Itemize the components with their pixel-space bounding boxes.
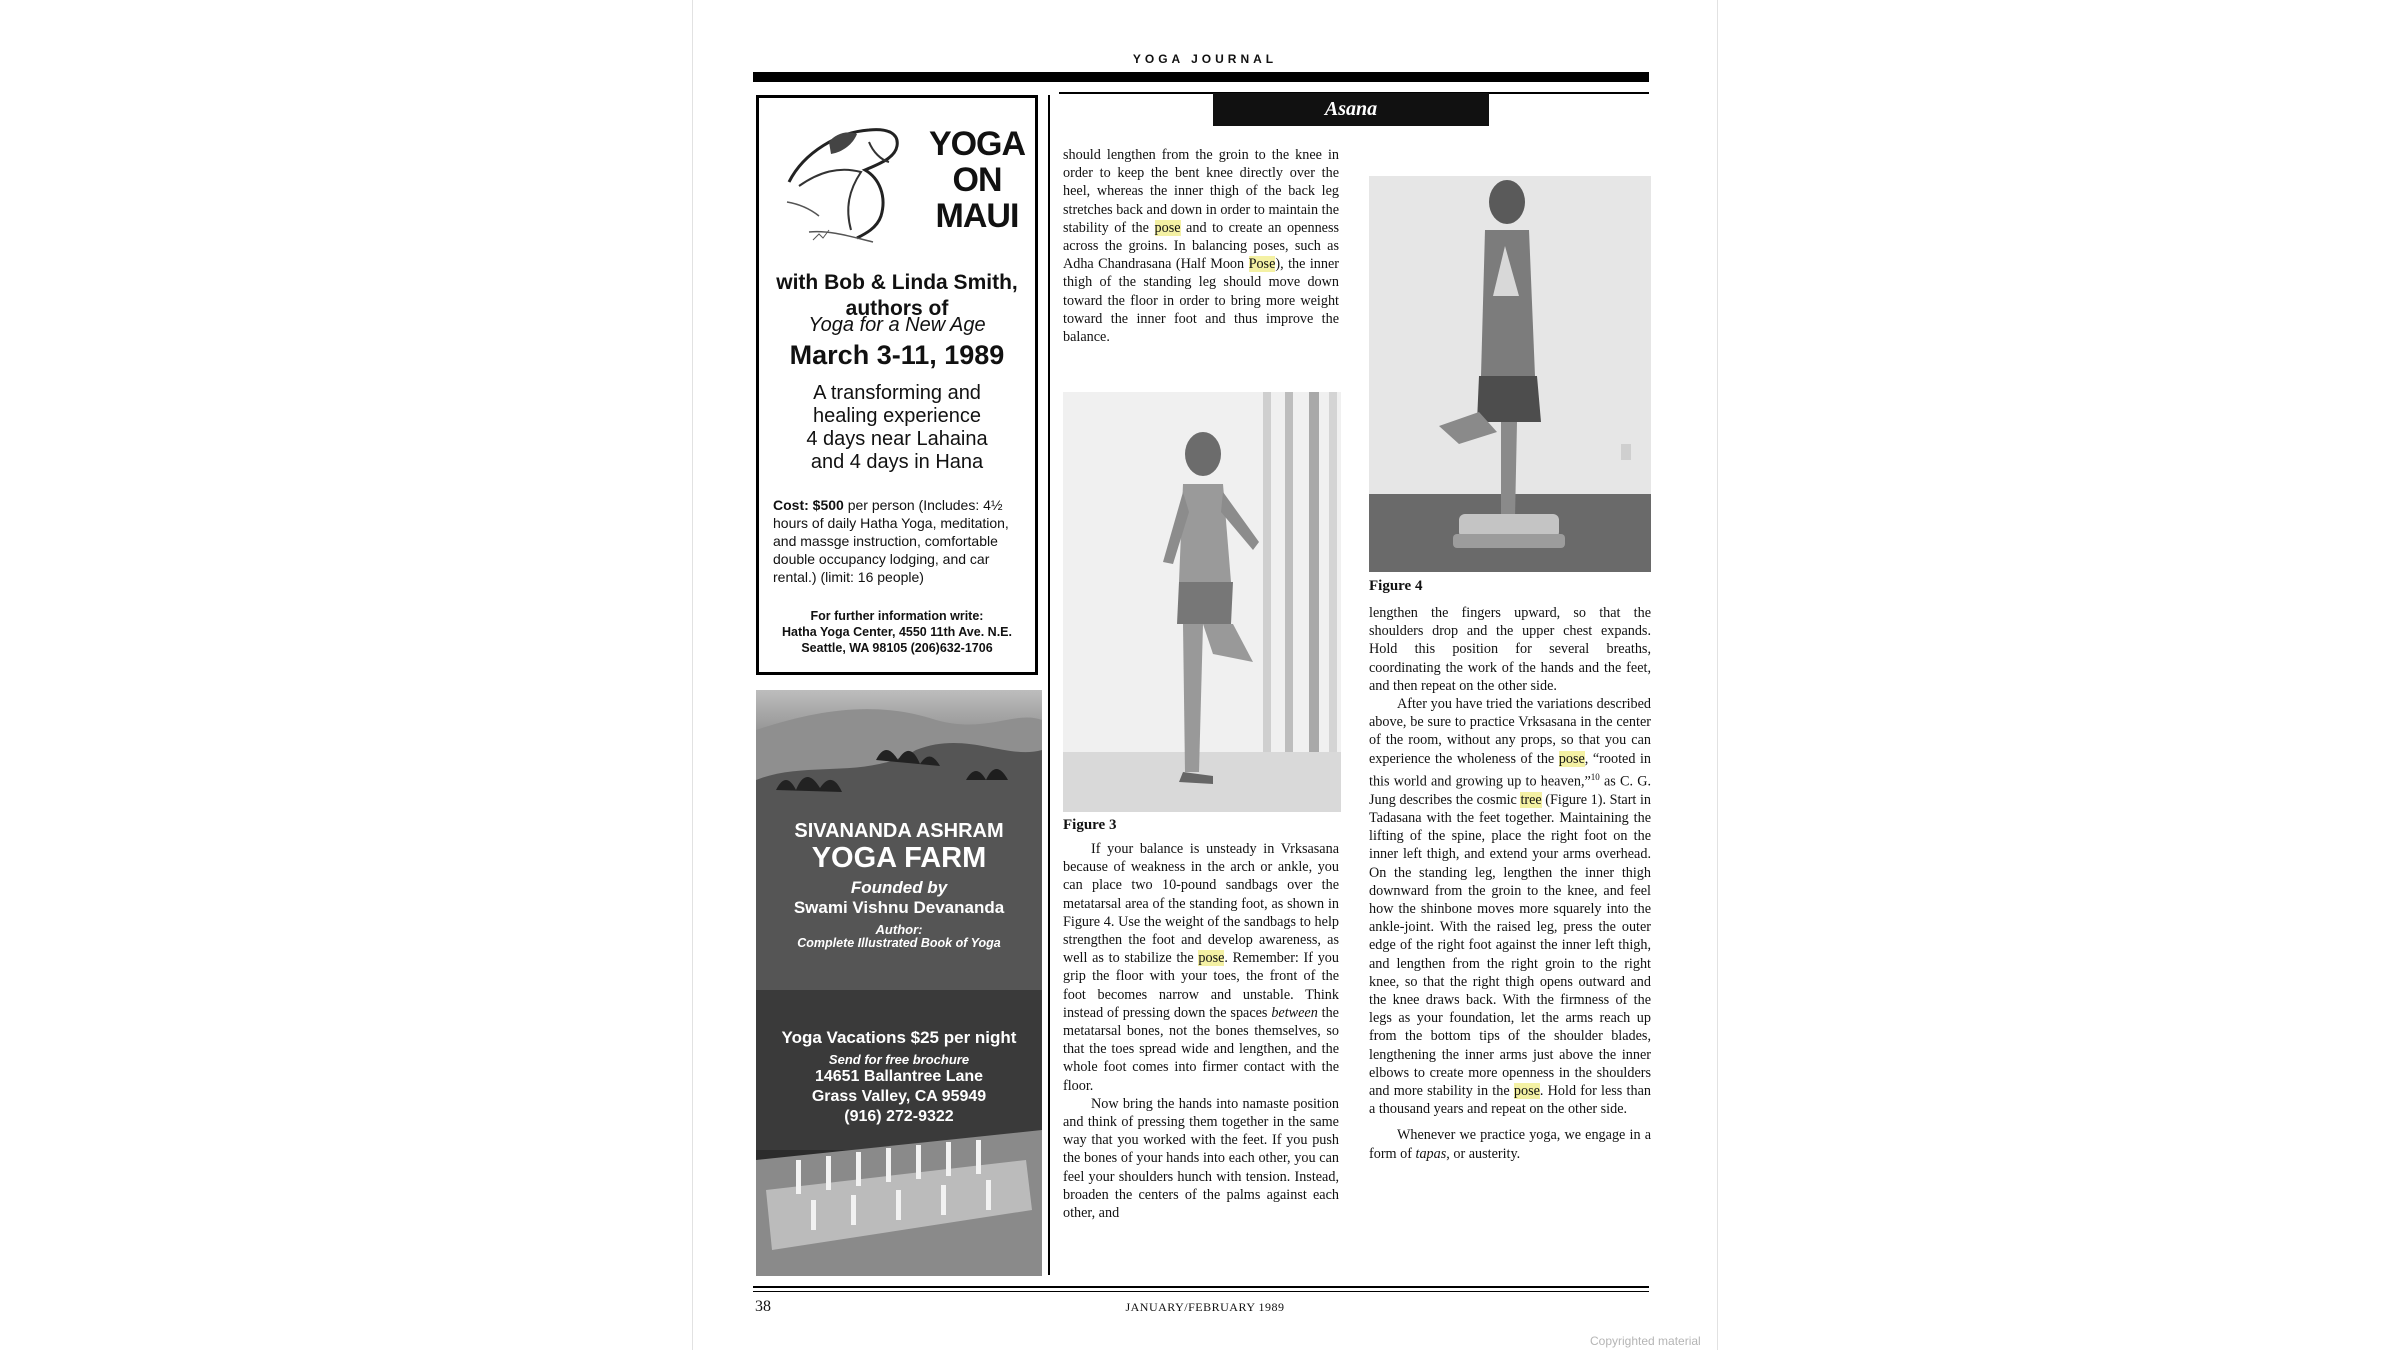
text-run: (Figure 1). Start in Tadasana with the feet together. Maintaining the lifting of the spine, place the right foot on the inner left thigh, and extend your arms overhead. On the standing leg, lengthen the inner thigh downward from the groin to the knee, and feel how the shinbone moves more squarely into the ankle-joint. With the raised leg, press the outer edge of the right foot against the inner left thigh, and lengthen from the right groin to the right knee, so that the right thigh opens outward and the knee draws back. With the firmness of the legs as your foundation, let the arms reach up from the bottom tips of the shoulder blades, lengthening the inner arms just above the inner elbows to create more openness in the shoulders and more stability in the <box>1369 791 1651 1100</box>
maui-title-line: YOGA <box>928 125 1026 163</box>
maui-info-line: Hatha Yoga Center, 4550 11th Ave. N.E. <box>782 625 1012 639</box>
ad-yoga-on-maui <box>756 95 1038 675</box>
magazine-page <box>692 0 1718 1350</box>
issue-date: JANUARY/FEBRUARY 1989 <box>1125 1300 1285 1314</box>
search-highlight: tree <box>1520 791 1542 808</box>
figure-4-caption: Figure 4 <box>1369 578 1423 594</box>
text-emphasis: tapas <box>1415 1145 1447 1162</box>
maui-desc-line: and 4 days in Hana <box>810 451 984 473</box>
text-run: . Hold for less than a thousand years and repeat on the other side. <box>1369 1083 1651 1118</box>
section-tab: Asana <box>1213 93 1489 126</box>
article-paragraph <box>1063 146 1339 346</box>
ashram-brochure: Send for free brochure <box>828 1052 970 1067</box>
maui-info-line: For further information write: <box>810 609 984 623</box>
ashram-address-city: Grass Valley, CA 95949 <box>811 1088 987 1105</box>
text-run: After you have tried the variations described above, be sure to practice Vrksasana in the center of the room, without any props, so that you can experience the wholeness of the <box>1369 696 1651 767</box>
maui-cost-amount: $500 <box>812 497 844 513</box>
ashram-book: Complete Illustrated Book of Yoga <box>797 936 1001 950</box>
footer-rule-top <box>753 1286 1649 1288</box>
figure-4-image <box>1369 176 1651 572</box>
maui-desc-line: 4 days near Lahaina <box>806 428 988 450</box>
maui-book-title: Yoga for a New Age <box>808 314 986 336</box>
article-paragraph <box>1369 695 1651 1118</box>
copyright-watermark: Copyrighted material <box>1590 1334 1701 1348</box>
text-run: Whenever we practice yoga, we engage in a form of <box>1369 1127 1651 1162</box>
text-run: as C. G. Jung describes the cosmic <box>1369 773 1652 808</box>
footer-rule-bottom <box>753 1291 1649 1292</box>
maui-title-line: ON <box>952 161 1002 199</box>
page-number: 38 <box>755 1298 771 1315</box>
search-highlight: Pose <box>1248 256 1276 273</box>
maui-contact-info <box>765 608 1029 656</box>
text-run: . Remember: If you grip the floor with your toes, the front of the foot becomes narrow and unstable. Think instead of pressing down the spaces <box>1063 950 1339 1021</box>
ashram-subtitle: YOGA FARM <box>811 842 987 874</box>
ashram-author-label: Author: <box>875 922 923 937</box>
article-paragraph: Now bring the hands into namaste position and think of pressing them together in the same way that you worked with the feet. If you push the bones of your hands into each other, you can feel your shoulders hunch with tension. Instead, broaden the centers of the palms against each other, and <box>1063 1095 1339 1222</box>
maui-authors-line: authors of <box>845 297 949 320</box>
text-run: If your balance is unsteady in Vrksasana because of weakness in the arch or ankle, you can place two 10-pound sandbags over the metatarsal area of the standing foot, as shown in Figure 4. Use the weight of the sandbags to help strengthen the foot and develop awareness, as well as to stabilize the <box>1063 841 1339 967</box>
ashram-address-street: 14651 Ballantree Lane <box>814 1068 984 1085</box>
figure-3-image <box>1063 392 1341 812</box>
maui-title-line: MAUI <box>935 197 1019 235</box>
ashram-vacations: Yoga Vacations $25 per night <box>781 1028 1017 1047</box>
ad-sivananda-ashram <box>756 690 1042 1276</box>
maui-cost-text: per person (Includes: 4½ hours of daily Hatha Yoga, meditation, and massge instruction, comfortable double occupancy lodging, and car rental.) (limit: 16 people) <box>773 497 1009 585</box>
maui-cost-label: Cost: <box>773 497 809 513</box>
yoga-pose-illustration <box>769 112 919 252</box>
maui-dates: March 3-11, 1989 <box>789 340 1005 370</box>
top-rule <box>753 72 1649 82</box>
figure-3-caption: Figure 3 <box>1063 817 1117 833</box>
text-run: the metatarsal bones, not the bones themselves, so that the toes spread wide and lengthen, and the whole foot comes into firmer contact with the floor. <box>1063 1004 1339 1094</box>
search-highlight: pose <box>1154 219 1181 236</box>
maui-info-line: Seattle, WA 98105 (206)632-1706 <box>801 641 993 655</box>
article-paragraph: lengthen the fingers upward, so that the shoulders drop and the upper chest expands. Hold this position for several breaths, coordinating the work of the hands and the feet, and then repeat on the other side. <box>1369 605 1651 694</box>
article-paragraph <box>1369 1126 1651 1162</box>
article-paragraph <box>1063 840 1339 1095</box>
maui-desc-line: A transforming and <box>813 382 981 404</box>
text-emphasis: between <box>1271 1004 1318 1021</box>
figure-4-photo <box>1369 176 1651 572</box>
text-run: should lengthen from the groin to the knee in order to keep the bent knee directly over the heel, whereas the inner thigh of the back leg stretches back and down in order to maintain the stability of the <box>1063 147 1339 236</box>
ashram-landscape-photo <box>756 690 1042 1276</box>
text-run: , or austerity. <box>1446 1145 1521 1162</box>
maui-title <box>919 126 1035 234</box>
maui-cost <box>773 496 1025 586</box>
search-highlight: pose <box>1558 750 1585 767</box>
ashram-name: SIVANANDA ASHRAM <box>794 820 1004 842</box>
search-highlight: pose <box>1513 1083 1540 1100</box>
article-column-1-top <box>1063 146 1339 346</box>
article-column-2 <box>1369 604 1651 1163</box>
figure-3-photo <box>1063 392 1341 812</box>
maui-description <box>769 382 1025 474</box>
footnote-marker: 10 <box>1590 771 1600 782</box>
column-divider <box>1048 95 1050 1275</box>
maui-desc-line: healing experience <box>813 405 981 427</box>
running-header: YOGA JOURNAL <box>1132 52 1278 66</box>
ashram-founder: Swami Vishnu Devananda <box>793 898 1005 917</box>
ashram-founded-label: Founded by <box>850 878 948 897</box>
text-run: , “rooted in this world and growing up to heaven,” <box>1369 750 1651 790</box>
article-column-1-bottom <box>1063 840 1339 1222</box>
text-run: and to create an openness across the groins. In balancing poses, such as Adha Chandrasana (Half Moon <box>1063 219 1339 273</box>
ashram-phone: (916) 272-9322 <box>844 1108 954 1125</box>
text-run: ), the inner thigh of the standing leg should move down toward the floor in order to bring more weight toward the inner foot and thus improve the balance. <box>1063 256 1339 346</box>
maui-authors-line: with Bob & Linda Smith, <box>776 271 1018 294</box>
search-highlight: pose <box>1198 950 1225 967</box>
